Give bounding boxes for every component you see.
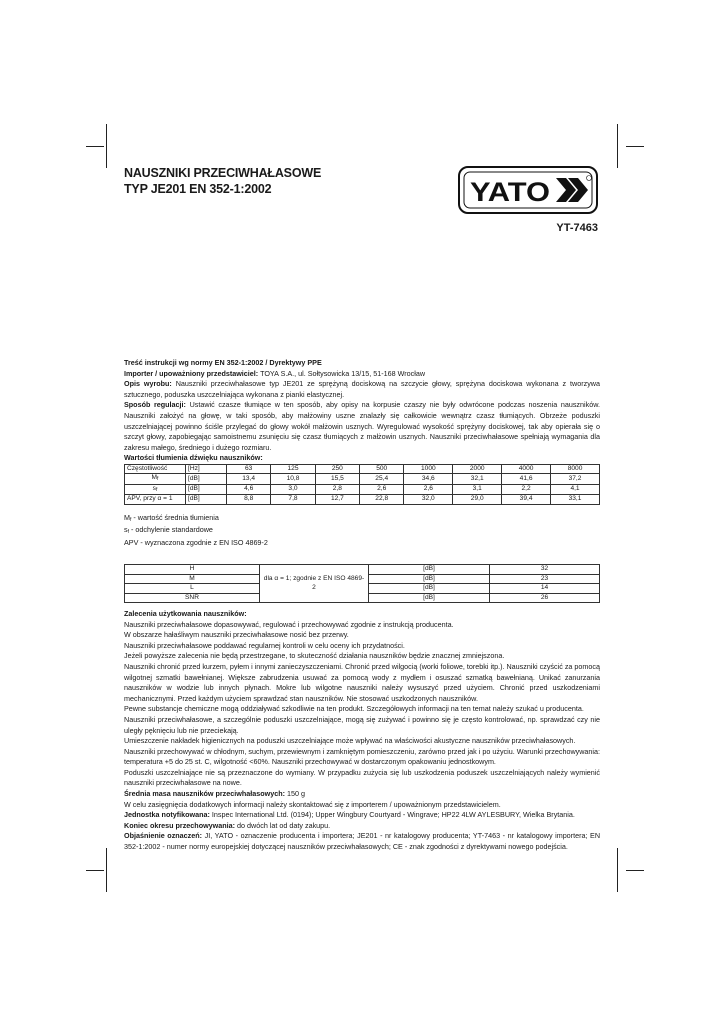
hml-value: 14	[490, 584, 600, 593]
table-cell: 2,2	[502, 484, 551, 494]
hml-label: H	[125, 565, 260, 574]
table-cell: 10,8	[271, 474, 315, 484]
table-cell: 1000	[404, 464, 453, 473]
hml-condition: dla α = 1; zgodnie z EN ISO 4869-2	[260, 565, 369, 603]
table-row	[125, 474, 600, 484]
row-label: APV, przy α = 1	[125, 495, 186, 504]
table-cell: 2000	[453, 464, 502, 473]
logo-brand-text: YATO	[470, 177, 550, 207]
usage-p3: Nauszniki przeciwhałasowe poddawać regularnej kontroli w celu oceny ich przydatności.	[124, 640, 405, 650]
expiry-line: Koniec okresu przechowywania: do dwóch lat od daty zakupu.	[124, 820, 331, 830]
hml-table	[124, 564, 600, 603]
hml-unit: [dB]	[369, 584, 490, 593]
markings-line: Objaśnienie oznaczeń: JI, YATO - oznaczenie producenta i importera; JE201 - nr katalogowy producenta; YT-7463 - nr katalogowy importera; EN 352-1:2002 - numer normy europejskiej dotyczącej nauszników przeciwhałasowych; CE - znak zgodności z dyrektywami nowego podejścia.	[124, 831, 601, 852]
row-unit: [Hz]	[186, 464, 227, 473]
table-heading: Wartości tłumienia dźwięku nauszników:	[124, 453, 263, 463]
table-cell: 33,1	[551, 495, 600, 504]
legend-apv: APV - wyznaczona zgodnie z EN ISO 4869-2	[124, 537, 268, 547]
usage-p2: W obszarze hałaśliwym nauszniki przeciwhałasowe nosić bez przerwy.	[124, 630, 349, 640]
table-cell: 2,6	[404, 484, 453, 494]
table-row	[125, 495, 600, 504]
table-cell: 32,0	[404, 495, 453, 504]
table-cell: 41,6	[502, 474, 551, 484]
intro-heading: Treść instrukcji wg normy EN 352-1:2002 / Dyrektywy PPE	[124, 358, 322, 367]
model-number: YT-7463	[556, 222, 598, 234]
table-cell: 3,0	[271, 484, 315, 494]
table-cell: 22,8	[360, 495, 404, 504]
yato-logo	[458, 166, 598, 214]
table-row	[125, 484, 600, 494]
usage-p8: Umieszczenie nakładek higienicznych na poduszki uszczelniające może wpływać na właściwości akustyczne nauszników przeciwhałasowych.	[124, 736, 576, 746]
crop-mark	[617, 848, 618, 892]
page-subtitle: TYP JE201 EN 352-1:2002	[124, 182, 272, 196]
row-label: $s_f$	[125, 484, 186, 494]
table-cell: 13,4	[227, 474, 271, 484]
table-cell: 12,7	[315, 495, 359, 504]
attenuation-table	[124, 464, 600, 505]
crop-mark	[626, 870, 644, 871]
hml-value: 32	[490, 565, 600, 574]
usage-p4: Jeżeli powyższe zalecenia nie będą przestrzegane, to skuteczność działania nauszników będzie znacznej zmniejszona.	[124, 651, 505, 661]
importer-line: Importer / upoważniony przedstawiciel: TOYA S.A., ul. Sołtysowicka 13/15, 51-168 Wrocław	[124, 368, 426, 378]
table-cell: 37,2	[551, 474, 600, 484]
row-label: Częstotliwość	[125, 464, 186, 473]
table-cell: 15,5	[315, 474, 359, 484]
hml-label: L	[125, 584, 260, 593]
usage-p7: Nauszniki przeciwhałasowe, a szczególnie poduszki uszczelniające, mogą się zużywać i powinno się je często kontrolować, np. sprawdzać czy nie uległy pęknięciu lub nie przeciekają.	[124, 714, 600, 735]
hml-label: M	[125, 574, 260, 583]
page-title: NAUSZNIKI PRZECIWHAŁASOWE	[124, 166, 322, 180]
hml-unit: [dB]	[369, 593, 490, 602]
table-row	[125, 464, 600, 473]
table-cell: 2,6	[360, 484, 404, 494]
usage-p10: Poduszki uszczelniające nie są przeznaczone do wymiany. W przypadku zużycia się lub uszkodzenia poduszek uszczelniających należy wymienić nauszniki przeciwhałasowe na nowe.	[124, 767, 600, 788]
mass-line: Średnia masa nauszników przeciwhałasowych: 150 g	[124, 789, 305, 799]
usage-p9: Nauszniki przechowywać w chłodnym, suchym, przewiewnym i zamkniętym pomieszczeniu, zarówno przed jak i po użyciu. Warunki przechowywania: temperatura +5 do 25 st. C, wilgotność <60%. Nauszniki przechowywać w dostarczonym opakowaniu jednostkowym.	[124, 746, 600, 767]
crop-mark	[86, 870, 104, 871]
table-cell: 125	[271, 464, 315, 473]
table-cell: 63	[227, 464, 271, 473]
table-cell: 500	[360, 464, 404, 473]
table-cell: 7,8	[271, 495, 315, 504]
hml-unit: [dB]	[369, 574, 490, 583]
description-line: Opis wyrobu: Nauszniki przeciwhałasowe typ JE201 ze sprężyną dociskową na szczycie głowy, sprężyna dociskowa wykonana z tworzywa sztucznego, poduszka uszczelniająca wykonana z pianki elastycznej.	[124, 379, 600, 399]
hml-value: 23	[490, 574, 600, 583]
table-cell: 8,8	[227, 495, 271, 504]
usage-p6: Pewne substancje chemiczne mogą oddziaływać szkodliwie na ten produkt. Szczegółowych informacji na ten temat należy szukać u producenta.	[124, 704, 584, 714]
legend	[124, 513, 600, 549]
table-cell: 250	[315, 464, 359, 473]
instruction-content	[124, 358, 600, 853]
row-unit: [dB]	[186, 474, 227, 484]
legend-s: $s_f$ - odchylenie standardowe	[124, 525, 213, 536]
table-cell: 4000	[502, 464, 551, 473]
table-cell: 25,4	[360, 474, 404, 484]
table-cell: 8000	[551, 464, 600, 473]
crop-mark	[106, 124, 107, 168]
hml-value: 26	[490, 593, 600, 602]
row-unit: [dB]	[186, 495, 227, 504]
row-unit: [dB]	[186, 484, 227, 494]
notified-line: Jednostka notyfikowana: Inspec International Ltd. (0194); Upper Wingbury Courtyard - Wingrave; HP22 4LW AYLESBURY, Wielka Brytania.	[124, 810, 575, 820]
usage-p5: Nauszniki chronić przed kurzem, pyłem i innymi zanieczyszczeniami. Chronić przed wilgocią (worki foliowe, torebki itp.). Nauszniki czyścić za pomocą wilgotnej szmatki bawełnianej. Większe zabrudzenia usuwać za pomocą wody z mydłem i osuszać szmatką bawełnianą. Unikać zanurzania nauszników w wodzie lub innych płynach. Mokre lub wilgotne nauszniki należy wysuszyć przed użyciem. Chronić przed uszkodzeniami mechanicznymi. Przed każdym użyciem sprawdzać stan nauszników. Nie stosować uszkodzonych nauszników.	[124, 661, 600, 703]
table-cell: 34,6	[404, 474, 453, 484]
crop-mark	[106, 848, 107, 892]
crop-mark	[617, 124, 618, 168]
table-row	[125, 565, 600, 574]
crop-mark	[626, 146, 644, 147]
table-cell: 4,6	[227, 484, 271, 494]
hml-label: SNR	[125, 593, 260, 602]
hml-unit: [dB]	[369, 565, 490, 574]
table-cell: 29,0	[453, 495, 502, 504]
usage-p11: W celu zasięgnięcia dodatkowych informacji należy skontaktować się z importerem / upoważnionym przedstawicielem.	[124, 799, 501, 809]
usage-heading: Zalecenia użytkowania nauszników:	[124, 608, 247, 618]
row-label: $M_f$	[125, 474, 186, 484]
crop-mark	[86, 146, 104, 147]
usage-p1: Nauszniki przeciwhałasowe dopasowywać, regulować i przechowywać zgodnie z instrukcją producenta.	[124, 619, 454, 629]
table-cell: 32,1	[453, 474, 502, 484]
table-cell: 4,1	[551, 484, 600, 494]
legend-m: $M_f$ - wartość średnia tłumienia	[124, 512, 219, 523]
table-cell: 39,4	[502, 495, 551, 504]
adjustment-line: Sposób regulacji: Ustawić czasze tłumiące w ten sposób, aby opisy na korpusie czaszy nie były odwrócone podczas noszenia nauszników. Nauszniki założyć na głowę, w taki sposób, aby małżowiny uszne znalazły się całkowicie wewnątrz czasz tłumiących. Obrzeże poduszki uszczelniającej powinno ściśle przylegać do głowy wokół małżowin usznych. Wyregulować wysokość sprężyny dociskowej, tak aby opierała się o szczyt głowy, zapobiegając samoistnemu zsunięciu się czasz tłumiących z małżowin usznych. Nauszniki przeciwhałasowe spełniają wymagania dla zakresu małego, średniego i dużego rozmiaru.	[124, 400, 601, 452]
table-cell: 3,1	[453, 484, 502, 494]
table-cell: 2,8	[315, 484, 359, 494]
